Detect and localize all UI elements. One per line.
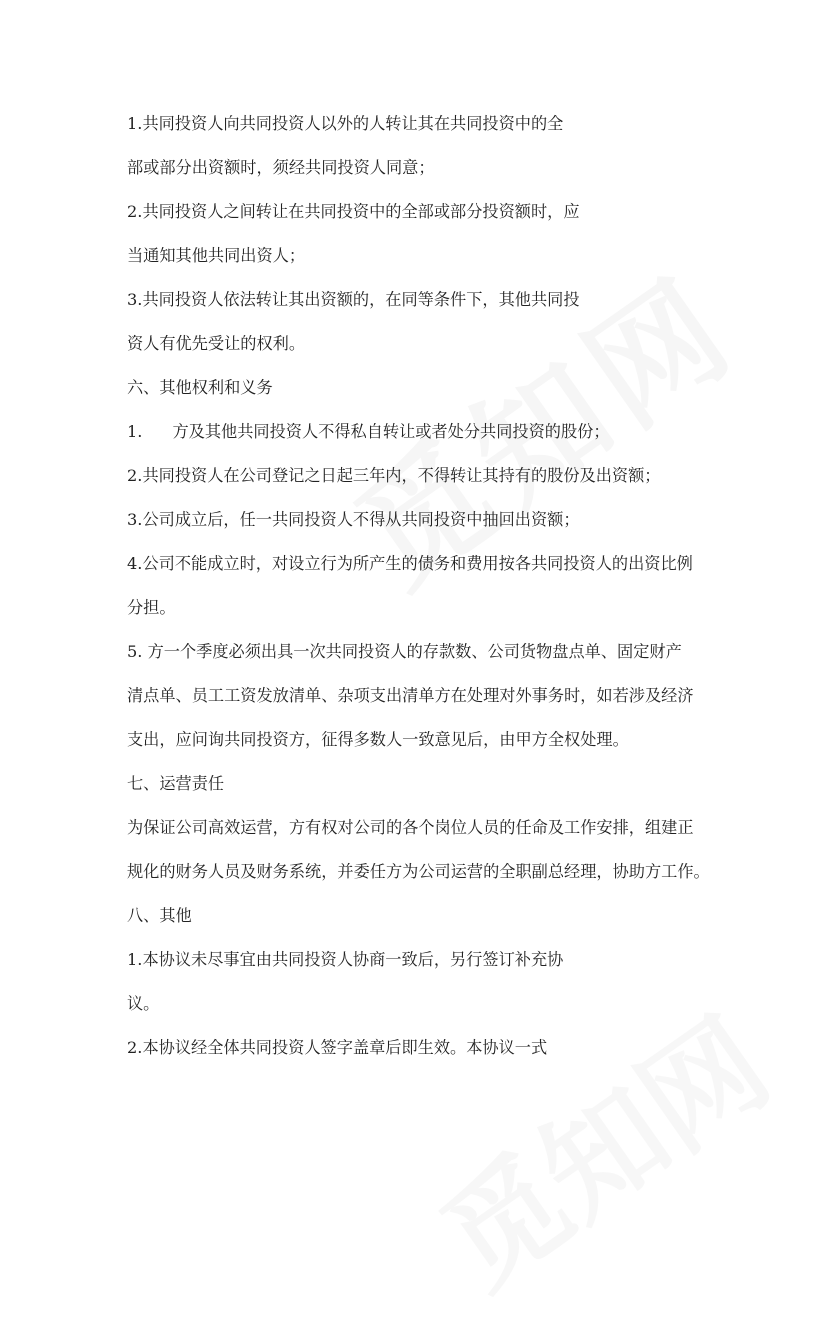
- watermark: [403, 972, 797, 1319]
- section-heading: 八、其他: [127, 906, 192, 925]
- list-number: 1.: [127, 422, 143, 441]
- paragraph-line: 规化的财务人员及财务系统，并委任方为公司运营的全职副总经理，协助方工作。: [127, 862, 710, 881]
- paragraph-line: 部或部分出资额时，须经共同投资人同意；: [127, 158, 435, 177]
- paragraph-line: 1.本协议未尽事宜由共同投资人协商一致后，另行签订补充协: [127, 950, 564, 969]
- paragraph-line: 为保证公司高效运营，方有权对公司的各个岗位人员的任命及工作安排，组建正: [127, 818, 694, 837]
- paragraph-line: 2.共同投资人在公司登记之日起三年内，不得转让其持有的股份及出资额；: [127, 466, 661, 485]
- list-text: 方及其他共同投资人不得私自转让或者处分共同投资的股份；: [172, 422, 610, 441]
- paragraph-line: 当通知其他共同出资人；: [127, 246, 306, 265]
- paragraph-line: 资人有优先受让的权利。: [127, 334, 306, 353]
- section-heading: 七、运营责任: [127, 774, 225, 793]
- paragraph-line: 5. 方一个季度必须出具一次共同投资人的存款数、公司货物盘点单、固定财产: [127, 642, 682, 661]
- paragraph-line: 支出，应问询共同投资方，征得多数人一致意见后，由甲方全权处理。: [127, 730, 629, 749]
- paragraph-line: 清点单、员工工资发放清单、杂项支出清单方在处理对外事务时，如若涉及经济: [127, 686, 694, 705]
- paragraph-line: 3.公司成立后，任一共同投资人不得从共同投资中抽回出资额；: [127, 510, 580, 529]
- paragraph-line: [127, 422, 610, 442]
- paragraph-line: 3.共同投资人依法转让其出资额的，在同等条件下，其他共同投: [127, 290, 580, 309]
- paragraph-line: 2.共同投资人之间转让在共同投资中的全部或部分投资额时，应: [127, 202, 580, 221]
- paragraph-line: 议。: [127, 994, 160, 1013]
- paragraph-line: 4.公司不能成立时，对设立行为所产生的债务和费用按各共同投资人的出资比例: [127, 554, 693, 573]
- paragraph-line: 2.本协议经全体共同投资人签字盖章后即生效。本协议一式: [127, 1038, 548, 1057]
- paragraph-line: 分担。: [127, 598, 176, 617]
- section-heading: 六、其他权利和义务: [127, 378, 273, 397]
- paragraph-line: 1.共同投资人向共同投资人以外的人转让其在共同投资中的全: [127, 114, 564, 133]
